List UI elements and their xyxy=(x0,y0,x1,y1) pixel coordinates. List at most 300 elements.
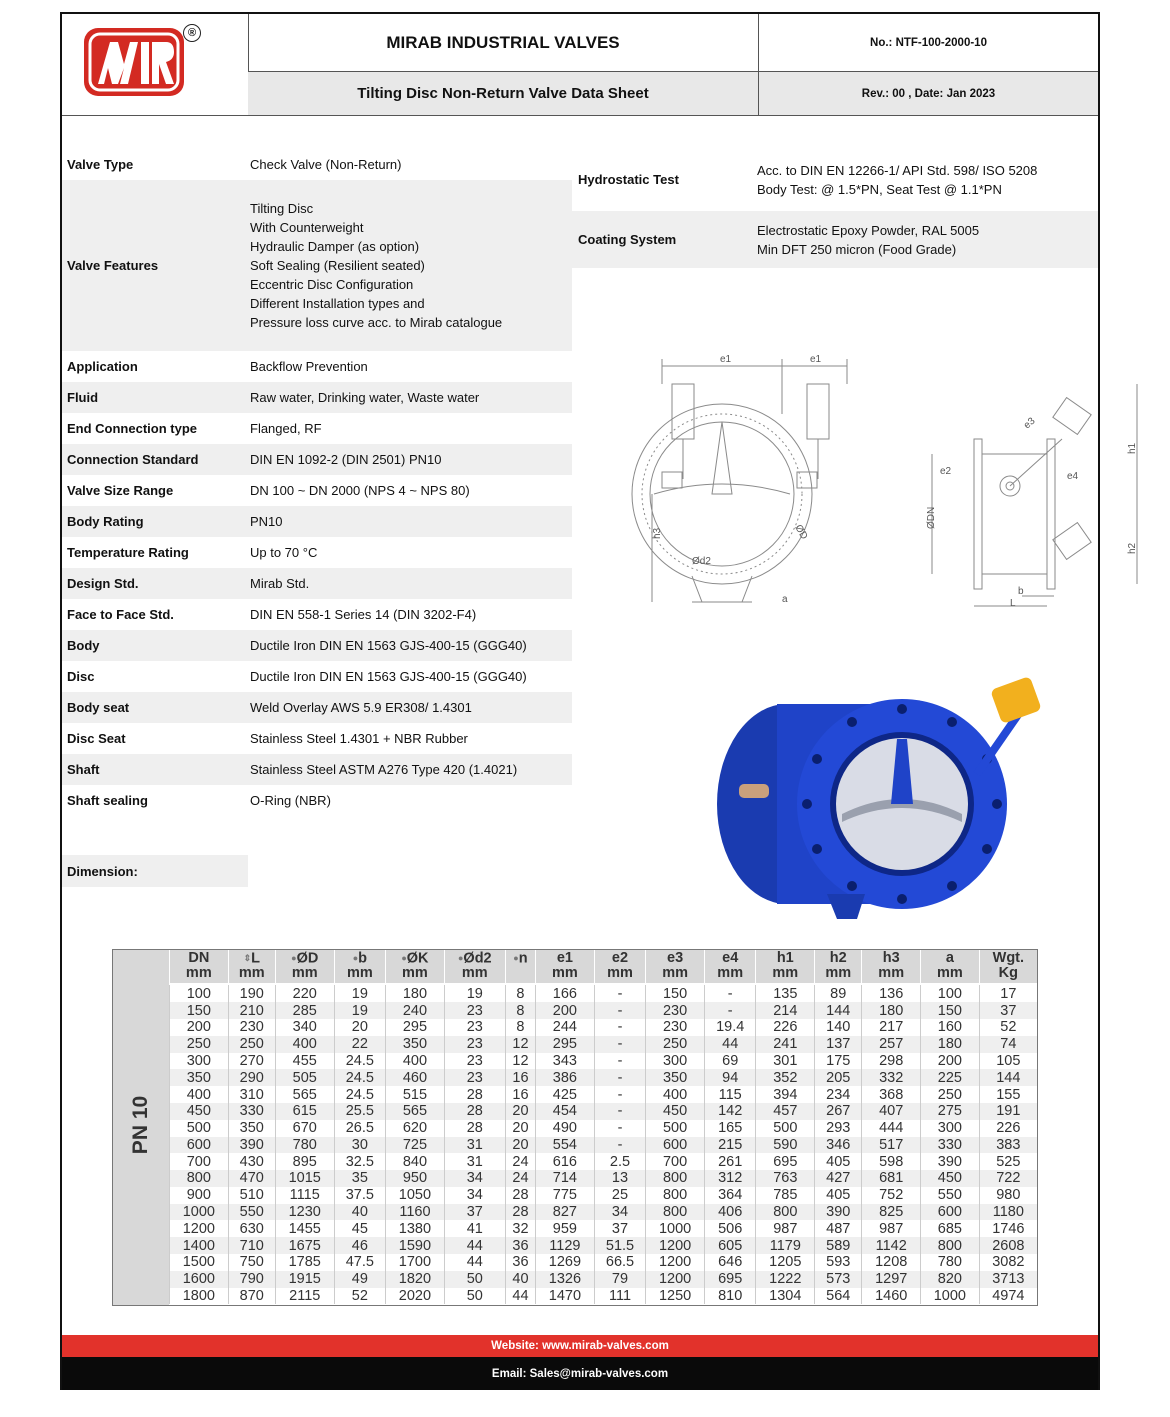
table-cell: 160 xyxy=(921,1019,980,1036)
table-cell: 19 xyxy=(334,984,386,1002)
table-cell: 605 xyxy=(704,1237,756,1254)
column-name: h2 xyxy=(829,950,847,967)
table-row xyxy=(170,1288,1038,1305)
table-cell: 550 xyxy=(228,1204,275,1221)
table-cell: 900 xyxy=(170,1187,229,1204)
table-row xyxy=(170,1019,1038,1036)
table-cell: 455 xyxy=(275,1053,334,1070)
spec-value-line: Soft Sealing (Resilient seated) xyxy=(250,258,425,273)
table-cell: 44 xyxy=(704,1036,756,1053)
table-cell: 600 xyxy=(646,1137,705,1154)
table-cell: 31 xyxy=(444,1153,505,1170)
table-cell: 959 xyxy=(536,1220,595,1237)
table-cell: 312 xyxy=(704,1170,756,1187)
table-cell: 8 xyxy=(505,984,535,1002)
spec-value-line: DN 100 ~ DN 2000 (NPS 4 ~ NPS 80) xyxy=(250,483,470,498)
table-cell: 800 xyxy=(646,1170,705,1187)
table-cell: 457 xyxy=(756,1103,815,1120)
table-cell: 1460 xyxy=(862,1288,921,1305)
table-cell: 980 xyxy=(979,1187,1037,1204)
table-cell: 1326 xyxy=(536,1271,595,1288)
table-cell: 450 xyxy=(170,1103,229,1120)
table-row xyxy=(170,1153,1038,1170)
table-cell: 2115 xyxy=(275,1288,334,1305)
table-cell: 28 xyxy=(444,1086,505,1103)
column-unit: mm xyxy=(346,965,373,982)
table-cell: 840 xyxy=(386,1153,445,1170)
column-name: b xyxy=(358,950,367,967)
table-cell: 1000 xyxy=(646,1220,705,1237)
table-cell: 298 xyxy=(862,1053,921,1070)
table-cell: 144 xyxy=(815,1002,862,1019)
table-row xyxy=(170,1086,1038,1103)
spec-value-line: Stainless Steel ASTM A276 Type 420 (1.4021) xyxy=(250,762,518,777)
table-cell: 32 xyxy=(505,1220,535,1237)
table-cell: 51.5 xyxy=(594,1237,646,1254)
table-row xyxy=(170,1002,1038,1019)
table-cell: 50 xyxy=(444,1288,505,1305)
table-cell: 500 xyxy=(646,1120,705,1137)
table-cell: 1746 xyxy=(979,1220,1037,1237)
table-cell: 94 xyxy=(704,1069,756,1086)
table-cell: 210 xyxy=(228,1002,275,1019)
test-value-line: Min DFT 250 micron (Food Grade) xyxy=(757,241,957,257)
table-cell: 870 xyxy=(228,1288,275,1305)
table-cell: 295 xyxy=(536,1036,595,1053)
table-cell: 1590 xyxy=(386,1237,445,1254)
spec-value-line: Backflow Prevention xyxy=(250,359,368,374)
table-cell: 1800 xyxy=(170,1288,229,1305)
spec-value xyxy=(246,760,572,779)
table-cell: 214 xyxy=(756,1002,815,1019)
column-unit: mm xyxy=(238,965,265,982)
table-row xyxy=(170,1069,1038,1086)
spec-row xyxy=(62,148,572,180)
spec-row xyxy=(62,661,572,692)
test-row xyxy=(572,211,1098,268)
column-name: e4 xyxy=(722,950,739,967)
spec-value-line: PN10 xyxy=(250,514,283,529)
spec-label: Fluid xyxy=(67,390,99,405)
table-cell: 300 xyxy=(170,1053,229,1070)
table-cell: 24 xyxy=(505,1153,535,1170)
column-header xyxy=(536,950,595,984)
table-cell: 790 xyxy=(228,1271,275,1288)
table-cell: 23 xyxy=(444,1053,505,1070)
table-cell: 390 xyxy=(921,1153,980,1170)
drawing-label-a: a xyxy=(782,594,788,605)
table-cell: 517 xyxy=(862,1137,921,1154)
table-cell: 44 xyxy=(505,1288,535,1305)
table-cell: 350 xyxy=(646,1069,705,1086)
table-cell: 17 xyxy=(979,984,1037,1002)
test-coating-list xyxy=(572,148,1098,268)
column-unit: mm xyxy=(717,965,744,982)
table-cell: 646 xyxy=(704,1254,756,1271)
table-cell: 24.5 xyxy=(334,1069,386,1086)
table-cell: 100 xyxy=(170,984,229,1002)
table-cell: 300 xyxy=(646,1053,705,1070)
table-cell: 987 xyxy=(756,1220,815,1237)
table-cell: 343 xyxy=(536,1053,595,1070)
table-cell: 25.5 xyxy=(334,1103,386,1120)
table-cell: 31 xyxy=(444,1137,505,1154)
table-cell: 1205 xyxy=(756,1254,815,1271)
table-cell: 615 xyxy=(275,1103,334,1120)
table-row xyxy=(170,1137,1038,1154)
spec-value-line: Weld Overlay AWS 5.9 ER308/ 1.4301 xyxy=(250,700,472,715)
table-cell: 400 xyxy=(646,1086,705,1103)
column-name: a xyxy=(945,950,954,967)
table-cell: 425 xyxy=(536,1086,595,1103)
table-cell: 950 xyxy=(386,1170,445,1187)
spec-label: Disc Seat xyxy=(67,731,126,746)
table-cell: 150 xyxy=(170,1002,229,1019)
spec-row xyxy=(62,475,572,506)
spec-value-line: Hydraulic Damper (as option) xyxy=(250,239,420,254)
column-marker-icon: ● xyxy=(291,953,297,963)
table-cell: 1785 xyxy=(275,1254,334,1271)
table-cell: 28 xyxy=(505,1187,535,1204)
table-cell: 470 xyxy=(228,1170,275,1187)
table-row xyxy=(170,1237,1038,1254)
revision-date: Rev.: 00 , Date: Jan 2023 xyxy=(759,72,1098,115)
logo-mark-icon xyxy=(84,28,184,96)
spec-row xyxy=(62,382,572,413)
table-cell: 352 xyxy=(756,1069,815,1086)
table-cell: 1160 xyxy=(386,1204,445,1221)
spec-value xyxy=(246,729,572,748)
column-header xyxy=(334,950,386,984)
table-cell: 460 xyxy=(386,1069,445,1086)
table-cell: 600 xyxy=(921,1204,980,1221)
table-cell: 1000 xyxy=(170,1204,229,1221)
table-cell: 780 xyxy=(921,1254,980,1271)
table-cell: 1208 xyxy=(862,1254,921,1271)
table-cell: 37 xyxy=(594,1220,646,1237)
column-header xyxy=(646,950,705,984)
spec-value-line: Pressure loss curve acc. to Mirab catalogue xyxy=(250,315,503,330)
table-cell: - xyxy=(704,1002,756,1019)
table-cell: 293 xyxy=(815,1120,862,1137)
column-unit: mm xyxy=(936,965,963,982)
table-cell: 1179 xyxy=(756,1237,815,1254)
table-cell: 763 xyxy=(756,1170,815,1187)
table-cell: 52 xyxy=(979,1019,1037,1036)
spec-value xyxy=(246,450,572,469)
spec-label: Body seat xyxy=(67,700,130,715)
spec-list xyxy=(62,148,572,816)
website-footer: Website: www.mirab-valves.com xyxy=(62,1335,1098,1357)
table-cell: 1400 xyxy=(170,1237,229,1254)
table-cell: - xyxy=(594,1137,646,1154)
drawing-label-b: b xyxy=(1018,586,1024,597)
table-cell: 4974 xyxy=(979,1288,1037,1305)
spec-value-line: Ductile Iron DIN EN 1563 GJS-400-15 (GGG40) xyxy=(250,669,527,684)
column-unit: mm xyxy=(461,965,488,982)
test-value xyxy=(757,221,1098,259)
table-cell: 79 xyxy=(594,1271,646,1288)
table-cell: 8 xyxy=(505,1019,535,1036)
spec-row xyxy=(62,599,572,630)
spec-value xyxy=(246,574,572,593)
spec-value xyxy=(246,388,572,407)
table-row xyxy=(170,1053,1038,1070)
table-cell: 1915 xyxy=(275,1271,334,1288)
table-cell: 1200 xyxy=(646,1254,705,1271)
column-name: Ød2 xyxy=(463,950,492,967)
table-cell: 444 xyxy=(862,1120,921,1137)
table-cell: 135 xyxy=(756,984,815,1002)
column-name: n xyxy=(518,950,528,967)
dimension-table xyxy=(169,950,1037,1304)
table-cell: 20 xyxy=(505,1120,535,1137)
table-cell: 725 xyxy=(386,1137,445,1154)
table-row xyxy=(170,1170,1038,1187)
table-cell: 600 xyxy=(170,1137,229,1154)
table-cell: 390 xyxy=(815,1204,862,1221)
table-cell: 44 xyxy=(444,1237,505,1254)
table-cell: 800 xyxy=(646,1204,705,1221)
table-cell: 89 xyxy=(815,984,862,1002)
column-name: e2 xyxy=(611,950,629,967)
table-cell: 105 xyxy=(979,1053,1037,1070)
table-cell: 895 xyxy=(275,1153,334,1170)
spec-value-line: DIN EN 1092-2 (DIN 2501) PN10 xyxy=(250,452,442,467)
table-cell: 100 xyxy=(921,984,980,1002)
table-cell: 155 xyxy=(979,1086,1037,1103)
table-cell: 1380 xyxy=(386,1220,445,1237)
table-cell: 26.5 xyxy=(334,1120,386,1137)
table-cell: 8 xyxy=(505,1002,535,1019)
table-cell: 32.5 xyxy=(334,1153,386,1170)
table-cell: 250 xyxy=(646,1036,705,1053)
spec-label: Valve Size Range xyxy=(67,483,174,498)
table-cell: 205 xyxy=(815,1069,862,1086)
drawing-label-e2: e2 xyxy=(940,466,952,477)
table-cell: 454 xyxy=(536,1103,595,1120)
column-header xyxy=(704,950,756,984)
table-cell: 19.4 xyxy=(704,1019,756,1036)
table-cell: 427 xyxy=(815,1170,862,1187)
table-cell: 1600 xyxy=(170,1271,229,1288)
table-cell: 800 xyxy=(921,1237,980,1254)
column-marker-icon: ● xyxy=(513,953,519,963)
table-cell: 695 xyxy=(756,1153,815,1170)
spec-label: Application xyxy=(67,359,138,374)
column-header xyxy=(505,950,535,984)
table-cell: 230 xyxy=(646,1002,705,1019)
table-cell: 714 xyxy=(536,1170,595,1187)
table-cell: 810 xyxy=(704,1288,756,1305)
column-header xyxy=(170,950,229,984)
table-cell: 987 xyxy=(862,1220,921,1237)
table-cell: - xyxy=(594,1103,646,1120)
drawing-label-dn: ØDN xyxy=(926,506,937,529)
table-cell: 565 xyxy=(386,1103,445,1120)
table-cell: 598 xyxy=(862,1153,921,1170)
table-cell: 550 xyxy=(921,1187,980,1204)
table-cell: 1200 xyxy=(646,1271,705,1288)
table-cell: 24 xyxy=(505,1170,535,1187)
table-cell: 330 xyxy=(228,1103,275,1120)
table-cell: 74 xyxy=(979,1036,1037,1053)
column-unit: mm xyxy=(825,965,852,982)
column-header xyxy=(386,950,445,984)
drawing-label-d2: Ød2 xyxy=(692,556,711,567)
table-row xyxy=(170,1204,1038,1221)
table-cell: 390 xyxy=(228,1137,275,1154)
test-value xyxy=(757,161,1098,199)
table-cell: 226 xyxy=(756,1019,815,1036)
table-row xyxy=(170,1271,1038,1288)
spec-row xyxy=(62,180,572,351)
table-cell: 785 xyxy=(756,1187,815,1204)
spec-value xyxy=(246,199,572,332)
table-cell: 400 xyxy=(170,1086,229,1103)
table-cell: 28 xyxy=(444,1120,505,1137)
table-cell: 142 xyxy=(704,1103,756,1120)
table-cell: 825 xyxy=(862,1204,921,1221)
spec-row xyxy=(62,506,572,537)
drawing-label-e3: e3 xyxy=(1021,415,1038,432)
table-cell: 1200 xyxy=(646,1237,705,1254)
table-cell: 3713 xyxy=(979,1271,1037,1288)
column-unit: mm xyxy=(662,965,688,982)
table-cell: 34 xyxy=(444,1187,505,1204)
registered-mark: ® xyxy=(183,24,201,42)
spec-label: End Connection type xyxy=(67,421,197,436)
table-cell: 1230 xyxy=(275,1204,334,1221)
table-cell: 1200 xyxy=(170,1220,229,1237)
column-marker-icon: ● xyxy=(401,953,407,963)
column-marker-icon: ● xyxy=(352,953,359,963)
table-cell: 16 xyxy=(505,1086,535,1103)
spec-label: Valve Type xyxy=(67,156,134,172)
spec-value xyxy=(246,419,572,438)
column-unit: mm xyxy=(402,965,428,982)
table-cell: 1180 xyxy=(979,1204,1037,1221)
spec-value-line: Tilting Disc xyxy=(250,201,314,216)
table-cell: 332 xyxy=(862,1069,921,1086)
column-unit: mm xyxy=(185,965,212,982)
spec-label: Shaft sealing xyxy=(67,793,148,808)
table-cell: 487 xyxy=(815,1220,862,1237)
table-cell: 301 xyxy=(756,1053,815,1070)
spec-row xyxy=(62,413,572,444)
spec-label: Connection Standard xyxy=(67,452,199,467)
table-cell: 1500 xyxy=(170,1254,229,1271)
table-cell: 250 xyxy=(170,1036,229,1053)
table-cell: 244 xyxy=(536,1019,595,1036)
pressure-class-label: PN 10 xyxy=(129,1095,152,1155)
table-cell: 386 xyxy=(536,1069,595,1086)
table-cell: 40 xyxy=(505,1271,535,1288)
table-cell: 52 xyxy=(334,1288,386,1305)
document-subtitle: Tilting Disc Non-Return Valve Data Sheet xyxy=(248,72,759,115)
table-cell: 490 xyxy=(536,1120,595,1137)
table-cell: 616 xyxy=(536,1153,595,1170)
table-cell: 2608 xyxy=(979,1237,1037,1254)
spec-value-line: DIN EN 558-1 Series 14 (DIN 3202-F4) xyxy=(250,607,477,622)
table-cell: 515 xyxy=(386,1086,445,1103)
table-cell: 2.5 xyxy=(594,1153,646,1170)
column-header xyxy=(594,950,646,984)
table-cell: 406 xyxy=(704,1204,756,1221)
table-cell: 250 xyxy=(921,1086,980,1103)
table-cell: 364 xyxy=(704,1187,756,1204)
table-cell: 1222 xyxy=(756,1271,815,1288)
column-name: ØK xyxy=(406,950,429,967)
table-cell: 1455 xyxy=(275,1220,334,1237)
spec-value-line: Up to 70 °C xyxy=(250,545,318,560)
table-cell: 1820 xyxy=(386,1271,445,1288)
spec-row xyxy=(62,351,572,382)
table-cell: 1304 xyxy=(756,1288,815,1305)
table-cell: 695 xyxy=(704,1271,756,1288)
company-logo xyxy=(84,28,184,96)
spec-value xyxy=(246,698,572,717)
column-unit: Kg xyxy=(998,965,1019,982)
spec-label: Shaft xyxy=(67,762,100,777)
table-cell: 20 xyxy=(505,1137,535,1154)
spec-row xyxy=(62,785,572,816)
table-cell: 35 xyxy=(334,1170,386,1187)
column-name: ØD xyxy=(296,950,319,967)
table-cell: 241 xyxy=(756,1036,815,1053)
table-cell: 44 xyxy=(444,1254,505,1271)
column-header xyxy=(275,950,334,984)
table-cell: 267 xyxy=(815,1103,862,1120)
drawing-label-e1: e1 xyxy=(720,354,732,365)
table-cell: 140 xyxy=(815,1019,862,1036)
table-cell: 300 xyxy=(921,1120,980,1137)
table-cell: 1142 xyxy=(862,1237,921,1254)
table-cell: 2020 xyxy=(386,1288,445,1305)
table-cell: 500 xyxy=(756,1120,815,1137)
table-header-row xyxy=(170,950,1038,984)
column-header xyxy=(979,950,1037,984)
spec-row xyxy=(62,630,572,661)
table-cell: 1297 xyxy=(862,1271,921,1288)
table-cell: 681 xyxy=(862,1170,921,1187)
dimension-label: Dimension: xyxy=(62,855,248,887)
table-cell: 16 xyxy=(505,1069,535,1086)
spec-value xyxy=(246,512,572,531)
table-cell: 150 xyxy=(646,984,705,1002)
table-cell: 573 xyxy=(815,1271,862,1288)
spec-label: Valve Features xyxy=(67,258,159,273)
table-cell: 800 xyxy=(170,1170,229,1187)
table-cell: 240 xyxy=(386,1002,445,1019)
table-cell: 234 xyxy=(815,1086,862,1103)
table-cell: 19 xyxy=(334,1002,386,1019)
table-cell: 190 xyxy=(228,984,275,1002)
spec-value-line: Check Valve (Non-Return) xyxy=(250,156,402,172)
table-cell: 1250 xyxy=(646,1288,705,1305)
table-cell: 800 xyxy=(646,1187,705,1204)
column-header xyxy=(815,950,862,984)
table-cell: 350 xyxy=(228,1120,275,1137)
table-row xyxy=(170,1120,1038,1137)
table-cell: 69 xyxy=(704,1053,756,1070)
test-label: Coating System xyxy=(578,232,677,247)
spec-row xyxy=(62,754,572,785)
table-cell: 217 xyxy=(862,1019,921,1036)
table-cell: 820 xyxy=(921,1271,980,1288)
test-label: Hydrostatic Test xyxy=(578,172,679,187)
column-unit: mm xyxy=(772,965,799,982)
